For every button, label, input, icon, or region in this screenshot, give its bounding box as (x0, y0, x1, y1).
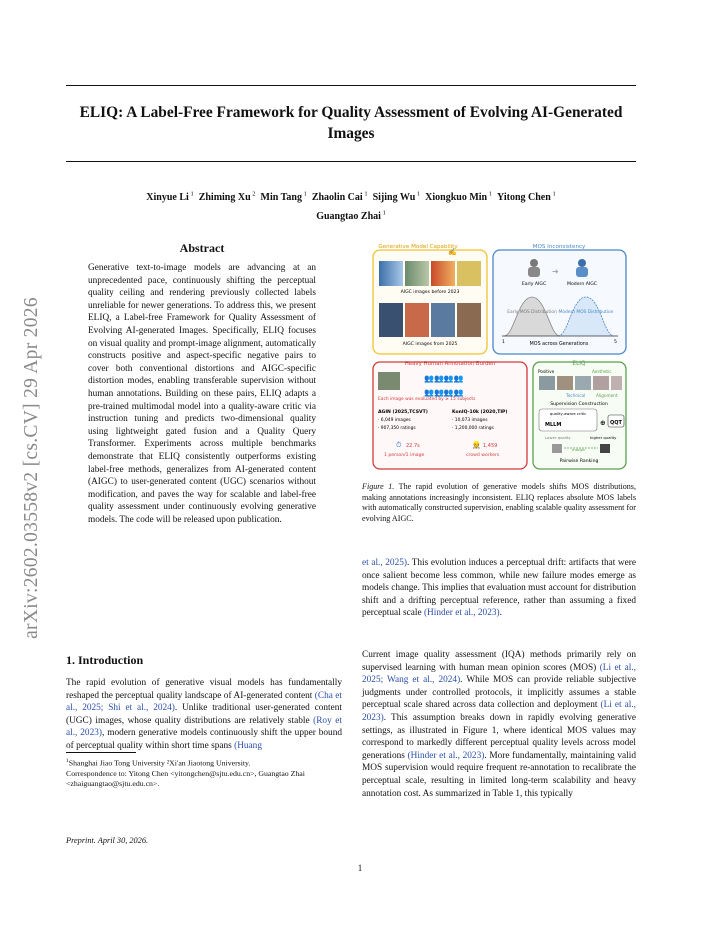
arrow-right-icon: ➜ (552, 267, 559, 276)
author-name: Zhiming Xu $^2$ (198, 191, 256, 204)
author-name: Yitong Chen $^1$ (497, 191, 556, 204)
time-value: 22.7s (406, 443, 420, 449)
arxiv-stamp: arXiv:2602.03558v2 [cs.CV] 29 Apr 2026 (21, 297, 42, 639)
early-dist-label: Early MOS Distribution (507, 310, 557, 315)
burden-title: Heavy Human Annotation Burden (404, 361, 496, 367)
technical-label: Technical (566, 393, 586, 398)
aigc-old-image-3 (431, 261, 455, 286)
figure-1-caption: Figure 1. The rapid evolution of generative models shifts MOS distributions, making annotations increasingly inconsistent. ELIQ replaces absolute MOS labels with automatically constructed supervision, enabling scalable quality assessment for evolving AIGC. (362, 482, 636, 523)
margin-label: margin (572, 447, 586, 452)
intro-paragraph-right-2: Current image quality assessment (IQA) methods primarily rely on supervised learning with human mean opinion scores (MOS) (Li et al., 2025; Wang et al., 2024). While MOS can provide reliable subjective judgments under controlled protocols, it implicitly assumes a stable perceptual scale shared across data collection and deployment (Li et al., 2023). This assumption breaks down in rapidly evolving generative settings, as illustrated in Figure 1, where identical MOS values may correspond to markedly different perceptual quality levels across model generations (Hinder et al., 2023). More fundamentally, maintaining valid MOS supervision would require frequent re-annotation to recalibrate the perceptual scale, resulting in limited long-term scalability and heavy annotation cost. As summarized in Table 1, this typically (362, 650, 637, 799)
agin-images: · 6,049 images (378, 418, 411, 423)
brush-icon: ✍ (448, 248, 457, 256)
aesthetic-label: Aesthetic (592, 369, 612, 374)
abstract-body: Generative text-to-image models are advancing at an unprecedented pace, continuously shifting the perceptual quality ceiling and rendering previously collected labels unreliable for newer generations. To address this, we present ELIQ, a Label-free Framework for Quality Assessment of Evolving AI-generated Images. Specifically, ELIQ focuses on visual quality and prompt-image alignment, automatically constructs positive and aspect-specific negative pairs to cover both conventional distortions and AIGC-specific distortion modes, enabling transferable supervision without human annotations. Building on these pairs, ELIQ adapts a pre-trained multimodal model into a quality-aware critic via instruction tuning and predicts two-dimensional quality using lightweight gated fusion and a Quality Query Transformer. Experiments across multiple benchmarks demonstrate that ELIQ consistently outperforms existing label-free methods, generalizes from AI-generated content (AIGC) to user-generated content (UGC) scenarios without modification, and paves the way for scalable and label-free quality assessment under continuously evolving generative models. The code will be released upon publication. (88, 263, 316, 525)
time-label: 1 person/1 image (384, 453, 425, 458)
positive-label: Positive (538, 369, 555, 374)
koniq-heading: KonIQ-10k (2020,TIP) (452, 410, 508, 415)
gen-title: Generative Model Capability (378, 244, 458, 250)
aigc-old-image-4 (457, 261, 481, 286)
author-name: Zhaolin Cai $^1$ (311, 191, 368, 204)
aigc-new-image-4 (457, 303, 481, 337)
crowd-label: crowd workers (466, 453, 500, 458)
section-heading-introduction: 1. Introduction (66, 653, 144, 667)
aigc-new-image-3 (431, 303, 455, 337)
mos-title: MOS Inconsistency (532, 244, 586, 250)
abstract-heading: Abstract (179, 241, 225, 255)
aigc-new-image-1 (379, 303, 403, 337)
gen-cap-from: AIGC images from 2025 (402, 342, 458, 347)
koniq-ratings: · 1,200,000 ratings (452, 426, 494, 431)
figure-1 (362, 241, 636, 474)
aigc-old-image-1 (379, 261, 403, 286)
stopwatch-icon: ⏱ (396, 441, 402, 449)
mos-axis-5: 5 (614, 340, 617, 345)
eliq-title: ELIQ (572, 361, 586, 367)
aigc-old-image-2 (405, 261, 429, 286)
author-name: Xiongkuo Min $^1$ (425, 191, 492, 204)
title-bottom-rule (66, 161, 636, 162)
gate-icon: ⊕ (600, 419, 606, 427)
modern-person-icon (578, 259, 586, 267)
mos-inconsistency-panel (493, 250, 626, 354)
pairwise-ranking-label: Pairwise Ranking (559, 459, 599, 464)
alignment-label: Alignment (596, 393, 618, 398)
crowd-value: 1,459 (483, 443, 498, 449)
mllm-label: MLLM (545, 422, 562, 428)
qqt-label: QQT (610, 420, 622, 426)
lower-quality-label: Lower quality (545, 435, 571, 440)
title-top-rule (66, 85, 636, 86)
preprint-note: Preprint. April 30, 2026. (66, 836, 149, 845)
author-list (66, 187, 636, 224)
intro-paragraph-left: The rapid evolution of generative visual models has fundamentally reshaped the perceptual quality landscape of AI-generated content (Cha et al., 2025; Shi et al., 2024). Unlike traditional user-generated content (UGC) images, whose quality distributions are relatively stable (Roy et al., 2023), modern generative models continuously shift the upper bound of perceptual quality within short time spans (Huang (66, 678, 343, 751)
mos-axis-1: 1 (502, 340, 505, 345)
worker-icon: 👷 (472, 441, 481, 449)
agin-heading: AGIN (2025,TCSVT) (378, 410, 428, 415)
early-person-icon (530, 259, 538, 267)
modern-label: Modern AIGC (567, 282, 597, 287)
author-name: Guangtao Zhai $^1$ (316, 209, 386, 222)
each-image-note: Each image was evaluated by ≥ 15 subjects (378, 397, 476, 402)
mos-axis-label: MOS across Generations (529, 342, 589, 347)
paper-title: ELIQ: A Label-Free Framework for Quality Assessment of Evolving AI-Generated Images (79, 104, 623, 142)
critic-label: quality-aware critic (549, 411, 587, 416)
agin-ratings: · 907,350 ratings (378, 426, 416, 431)
footnote: $^1$Shanghai Jiao Tong University ²Xi'an Jiaotong University. Correspondence to: Yitong Chen <yitongchen@sjtu.edu.cn>, Guangtao Zhai <zhaiguangtao@sjtu.edu.cn>. (66, 758, 305, 788)
author-name: Sijing Wu $^1$ (372, 191, 421, 204)
crowd-row-2-icon: 👥👥👥👥 (424, 388, 464, 397)
footnote-rule (66, 752, 136, 753)
crowd-row-1-icon: 👥👥👥👥 (424, 374, 464, 383)
modern-dist-label: Modern MOS Distribution (558, 310, 614, 315)
supervision-construction-label: Supervision Construction (550, 402, 608, 407)
koniq-images: · 10,073 images (452, 418, 488, 423)
page-number: 1 (357, 863, 363, 873)
gen-cap-before: AIGC images before 2023 (400, 290, 460, 295)
aigc-new-image-2 (405, 303, 429, 337)
early-label: Early AIGC (521, 282, 547, 287)
author-name: Min Tang $^1$ (260, 191, 307, 204)
intro-paragraph-right-1: et al., 2025). This evolution induces a perceptual drift: artifacts that were once salient become less common, while new failure modes emerge as models change. This implies that evaluation must account for distribution shift and a drifting perceptual reference, rather than assuming a fixed perceptual scale (Hinder et al., 2023). (362, 558, 636, 619)
sample-image (378, 372, 400, 390)
author-name: Xinyue Li $^1$ (146, 191, 194, 204)
higher-quality-label: higher quality (590, 435, 617, 440)
